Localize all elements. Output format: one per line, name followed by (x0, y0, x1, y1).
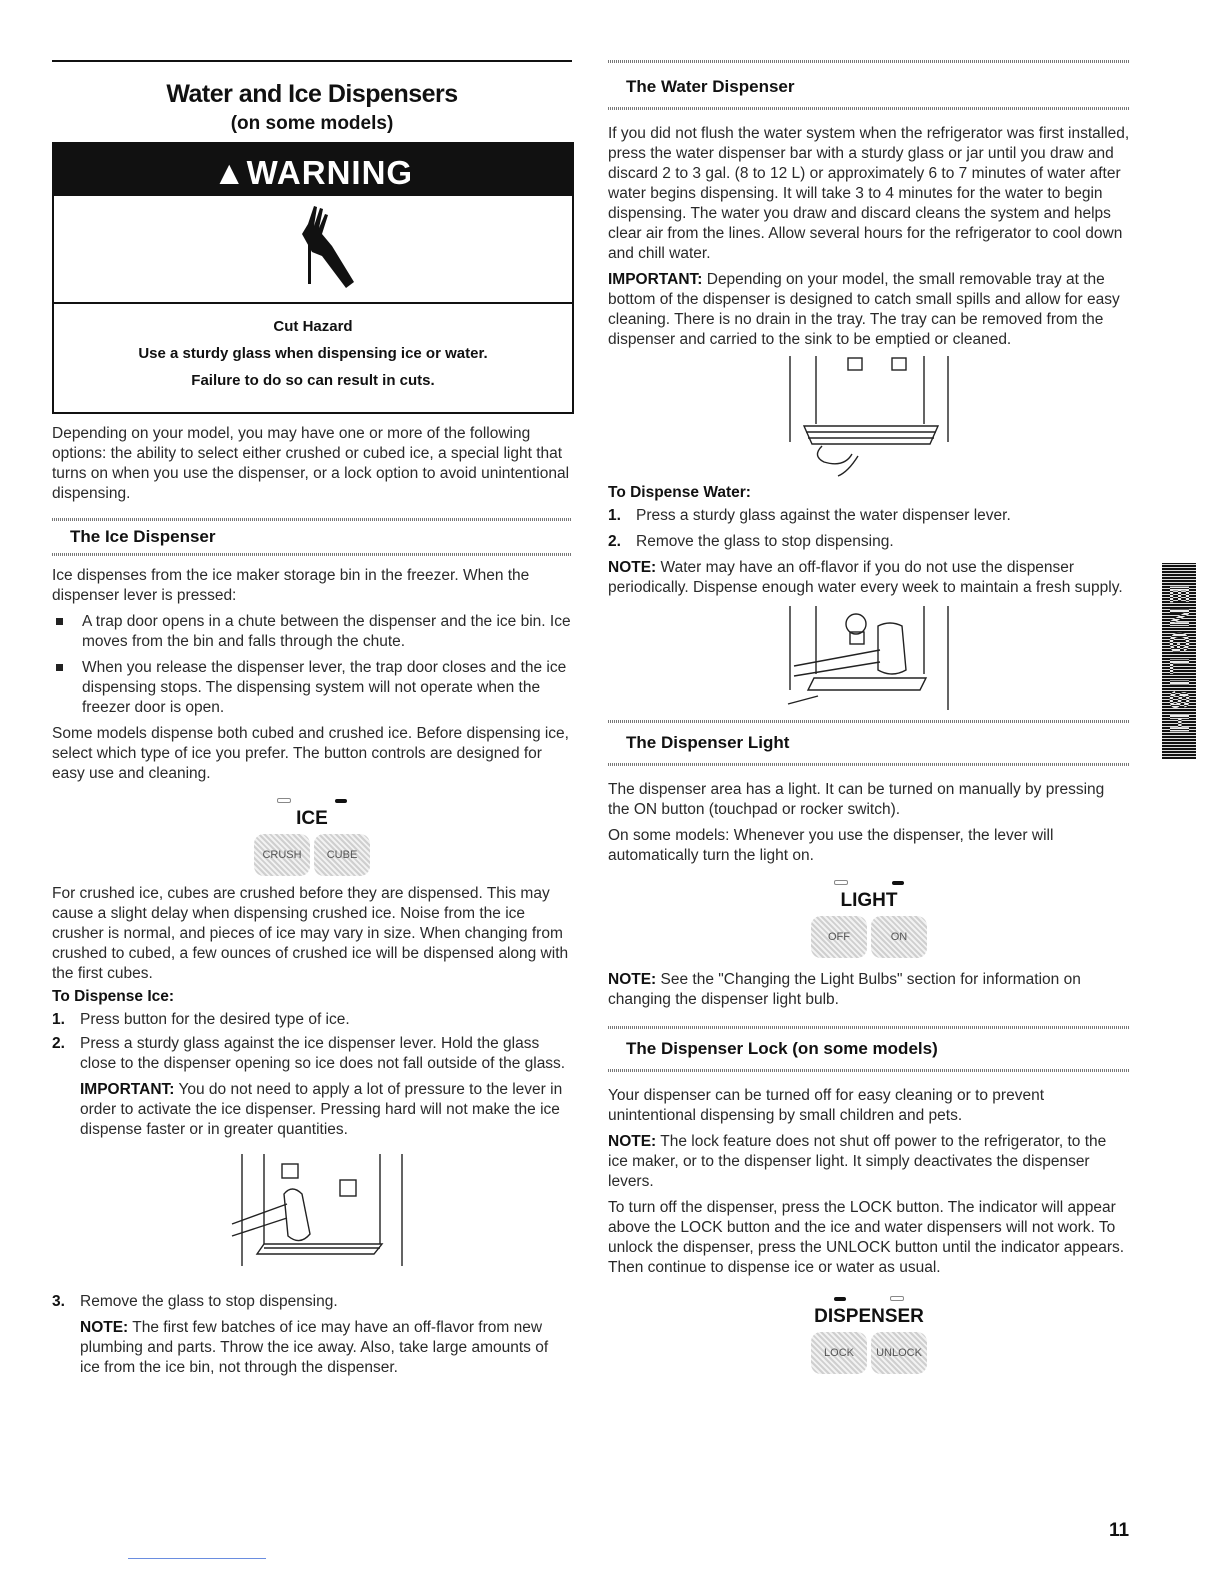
dispenser-light-heading: The Dispenser Light (626, 733, 790, 752)
crush-button[interactable]: CRUSH (254, 834, 310, 876)
important-label: IMPORTANT: (608, 271, 703, 288)
cube-indicator (335, 799, 347, 803)
warning-banner-text: WARNING (246, 154, 414, 191)
important-text: Depending on your model, the small removable tray at the bottom of the dispenser is designed to catch small spills and allow for easy cleaning. There is no drain in the tray. The tray can be removed from the dispenser and carried to the sink to be emptied or cleaned. (608, 271, 1120, 348)
unlock-indicator (890, 1296, 904, 1301)
list-item (608, 506, 1130, 526)
light-control-panel (608, 872, 1130, 958)
to-dispense-ice-heading: To Dispense Ice: (52, 988, 175, 1005)
note-label: NOTE: (608, 971, 657, 988)
light-note (608, 970, 1130, 1010)
divider (52, 553, 572, 556)
step-text: Remove the glass to stop dispensing. (636, 533, 894, 550)
list-item: A trap door opens in a chute between the dispenser and the ice bin. Ice moves from the bin and falls through the chute. (52, 612, 572, 652)
warning-line-1: Use a sturdy glass when dispensing ice or water. (138, 345, 488, 362)
ice-bullet-list (52, 612, 572, 718)
list-item: When you release the dispenser lever, the trap door closes and the ice dispensing stops. The dispensing system will not operate when the freezer door is open. (52, 658, 572, 718)
important-text: You do not need to apply a lot of pressure to the lever in order to activate the ice dispenser. Pressing hard will not make the ice dispense faster or in greater quantities. (80, 1081, 563, 1138)
page-number: 11 (1109, 1520, 1130, 1541)
step-number: 3. (52, 1293, 65, 1310)
lock-control-panel (608, 1288, 1130, 1374)
list-item (52, 1010, 572, 1030)
unlock-button[interactable]: UNLOCK (871, 1332, 927, 1374)
list-item (52, 1034, 572, 1074)
ice-paragraph-3: For crushed ice, cubes are crushed before they are dispensed. This may cause a slight delay when dispensing crushed ice. Noise from the ice crusher is normal, and pieces of ice may vary in size. When changing from crushed to cubed, a few ounces of crushed ice will be dispensed along with the first cubes. (52, 885, 569, 982)
page-subtitle: (on some models) (230, 113, 394, 134)
cube-button[interactable]: CUBE (314, 834, 370, 876)
lock-paragraph-2: To turn off the dispenser, press the LOCK button. The indicator will appear above the LOCK button and the ice and water dispensers will not work. To unlock the dispenser, press the UNLOCK button until the indicator appears. Then continue to dispense ice or water as usual. (608, 1199, 1125, 1276)
ice-dispenser-illustration (52, 1154, 572, 1282)
divider (608, 107, 1130, 110)
divider (608, 763, 1130, 766)
step-number: 2. (608, 533, 621, 550)
step-number: 1. (608, 507, 621, 524)
list-item (52, 1292, 572, 1312)
lock-control-label: DISPENSER (814, 1306, 924, 1327)
lock-paragraph-1: Your dispenser can be turned off for easy cleaning or to prevent unintentional dispensing by small children and pets. (608, 1087, 1045, 1124)
warning-box (52, 142, 574, 414)
ice-step-3 (52, 1292, 572, 1312)
ice-dispenser-heading: The Ice Dispenser (70, 527, 216, 546)
warning-triangle-icon: ▲ (212, 154, 247, 191)
page-title: Water and Ice Dispensers (166, 80, 458, 108)
crush-indicator (277, 798, 291, 803)
light-on-button[interactable]: ON (871, 916, 927, 958)
step-number: 2. (52, 1035, 65, 1052)
glass-at-water-dispenser-image (608, 604, 1130, 716)
step-text: Remove the glass to stop dispensing. (80, 1293, 338, 1310)
ice-paragraph-2: Some models dispense both cubed and crushed ice. Before dispensing ice, select which type of ice you prefer. The button controls are designed for easy use and cleaning. (52, 725, 569, 782)
warning-banner (54, 144, 572, 196)
lock-indicator (834, 1297, 846, 1301)
left-column (52, 0, 572, 1584)
glass-at-ice-dispenser-image (52, 1154, 572, 1282)
lock-button[interactable]: LOCK (811, 1332, 867, 1374)
off-indicator (834, 880, 848, 885)
note-text: Water may have an off-flavor if you do not use the dispenser periodically. Dispense enough water every week to maintain a fresh supply. (608, 559, 1123, 596)
light-paragraph-1: The dispenser area has a light. It can be turned on manually by pressing the ON button (touchpad or rocker switch). (608, 781, 1105, 818)
on-indicator (892, 881, 904, 885)
step-text: Press a sturdy glass against the ice dispenser lever. Hold the glass close to the dispenser opening so ice does not fall outside of the glass. (80, 1035, 566, 1072)
water-paragraph-1: If you did not flush the water system when the refrigerator was first installed, press the water dispenser bar with a sturdy glass or jar until you draw and discard 2 to 3 gal. (8 to 12 L) or approximately 6 to 7 minutes of water after water begins dispensing. It will take 3 to 4 minutes for the water to begin dispensing. The water you draw and discard cleans the system and helps clear air from the lines. Allow several hours for the refrigerator to cool down and chill water. (608, 125, 1130, 262)
ice-note (52, 1318, 572, 1378)
important-label: IMPORTANT: (80, 1081, 175, 1098)
note-label: NOTE: (608, 559, 657, 576)
water-steps (608, 506, 1130, 552)
note-text: The lock feature does not shut off power to the refrigerator, to the ice maker, or to the dispenser light. It simply deactivates the dispenser levers. (608, 1133, 1107, 1190)
water-dispenser-heading: The Water Dispenser (626, 77, 795, 96)
side-tab-label: ENGLISH (1164, 584, 1195, 738)
warning-text (54, 318, 572, 389)
ice-steps (52, 1010, 572, 1074)
water-dispenser-illustration (608, 604, 1130, 716)
divider (608, 1069, 1130, 1072)
water-note (608, 558, 1130, 598)
note-text: See the "Changing the Light Bulbs" section for information on changing the dispenser light bulb. (608, 971, 1081, 1008)
footer-rule (128, 1558, 266, 1559)
dispenser-lock-heading: The Dispenser Lock (on some models) (626, 1039, 938, 1058)
dispenser-tray-image (608, 356, 1130, 482)
lock-note (608, 1132, 1130, 1192)
note-text: The first few batches of ice may have an off-flavor from new plumbing and parts. Throw the ice away. Also, take large amounts of ice from the ice bin, not through the dispenser. (80, 1319, 549, 1376)
step-text: Press button for the desired type of ice. (80, 1011, 350, 1028)
cut-hazard-pictogram (54, 196, 572, 304)
top-rule (52, 60, 572, 62)
ice-paragraph-1: Ice dispenses from the ice maker storage bin in the freezer. When the dispenser lever is pressed: (52, 567, 530, 604)
cut-hand-icon (54, 196, 572, 302)
ice-important (52, 1080, 572, 1140)
right-column (608, 0, 1130, 1584)
intro-paragraph: Depending on your model, you may have one or more of the following options: the ability to select either crushed or cubed ice, a special light that turns on when you use the dispenser, or a lock option to avoid unintentional dispensing. (52, 425, 570, 502)
light-control-label: LIGHT (840, 890, 898, 911)
warning-line-2: Failure to do so can result in cuts. (191, 372, 435, 389)
to-dispense-water-heading: To Dispense Water: (608, 484, 751, 501)
note-label: NOTE: (608, 1133, 657, 1150)
step-number: 1. (52, 1011, 65, 1028)
language-side-tab (1162, 563, 1196, 759)
water-tray-illustration (608, 356, 1130, 482)
step-text: Press a sturdy glass against the water dispenser lever. (636, 507, 1011, 524)
ice-control-panel (52, 790, 572, 876)
water-important (608, 270, 1130, 350)
ice-control-label: ICE (296, 808, 328, 829)
note-label: NOTE: (80, 1319, 129, 1336)
light-off-button[interactable]: OFF (811, 916, 867, 958)
list-item (608, 532, 1130, 552)
light-paragraph-2: On some models: Whenever you use the dispenser, the lever will automatically turn the light on. (608, 827, 1054, 864)
warning-hazard: Cut Hazard (273, 318, 353, 335)
